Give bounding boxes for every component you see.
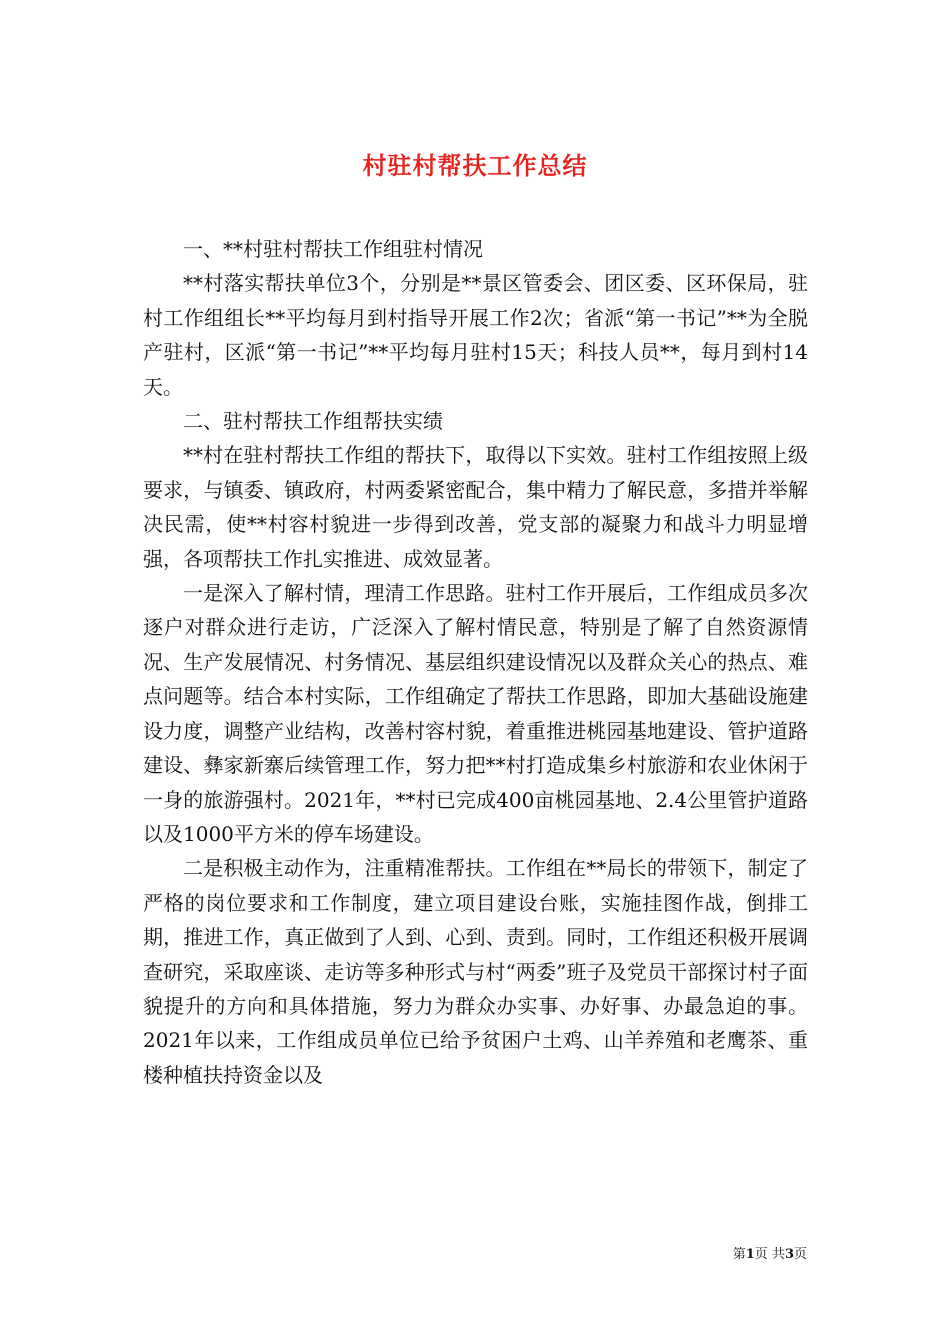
footer-total-pages: 3 xyxy=(784,1247,794,1262)
page-title: 村驻村帮扶工作总结 xyxy=(362,151,588,181)
section-heading-1: 一、**村驻村帮扶工作组驻村情况 xyxy=(183,237,483,261)
footer-middle: 页 共 xyxy=(754,1247,785,1262)
paragraph-2: **村在驻村帮扶工作组的帮扶下，取得以下实效。驻村工作组按照上级要求，与镇委、镇政府，村两委紧密配合，集中精力了解民意，多措并举解决民需，使**村容村貌进一步得到改善，党支部的凝聚力和战斗力明显增强，各项帮扶工作扎实推进、成效显著。 xyxy=(143,443,808,571)
footer-current-page: 1 xyxy=(745,1247,755,1262)
paragraph-4: 二是积极主动作为，注重精准帮扶。工作组在**局长的带领下，制定了严格的岗位要求和工作制度，建立项目建设台账，实施挂图作战，倒排工期，推进工作，真正做到了人到、心到、责到。同时，工作组还积极开展调查研究，采取座谈、走访等多种形式与村“两委”班子及党员干部探讨村子面貌提升的方向和具体措施，努力为群众办实事、办好事、办最急迫的事。2021年以来，工作组成员单位已给予贫困户土鸡、山羊养殖和老鹰茶、重楼种植扶持资金以及 xyxy=(143,856,808,1087)
page-number-footer xyxy=(733,1246,807,1264)
section-heading-2: 二、驻村帮扶工作组帮扶实绩 xyxy=(183,409,443,434)
footer-prefix: 第 xyxy=(732,1247,746,1262)
paragraph-1: **村落实帮扶单位3个，分别是**景区管委会、团区委、区环保局，驻村工作组组长**平均每月到村指导开展工作2次；省派“第一书记”**为全脱产驻村，区派“第一书记”**平均每月驻村15天；科技人员**，每月到村14天。 xyxy=(143,271,808,399)
footer-suffix: 页 xyxy=(793,1247,807,1262)
paragraph-3: 一是深入了解村情，理清工作思路。驻村工作开展后，工作组成员多次逐户对群众进行走访，广泛深入了解村情民意，特别是了解了自然资源情况、生产发展情况、村务情况、基层组织建设情况以及群众关心的热点、难点问题等。结合本村实际，工作组确定了帮扶工作思路，即加大基础设施建设力度，调整产业结构，改善村容村貌，着重推进桃园基地建设、管护道路建设、彝家新寨后续管理工作，努力把**村打造成集乡村旅游和农业休闲于一身的旅游强村。2021年，**村已完成400亩桃园基地、2.4公里管护道路以及1000平方米的停车场建设。 xyxy=(143,581,808,846)
document-body xyxy=(143,232,808,1092)
